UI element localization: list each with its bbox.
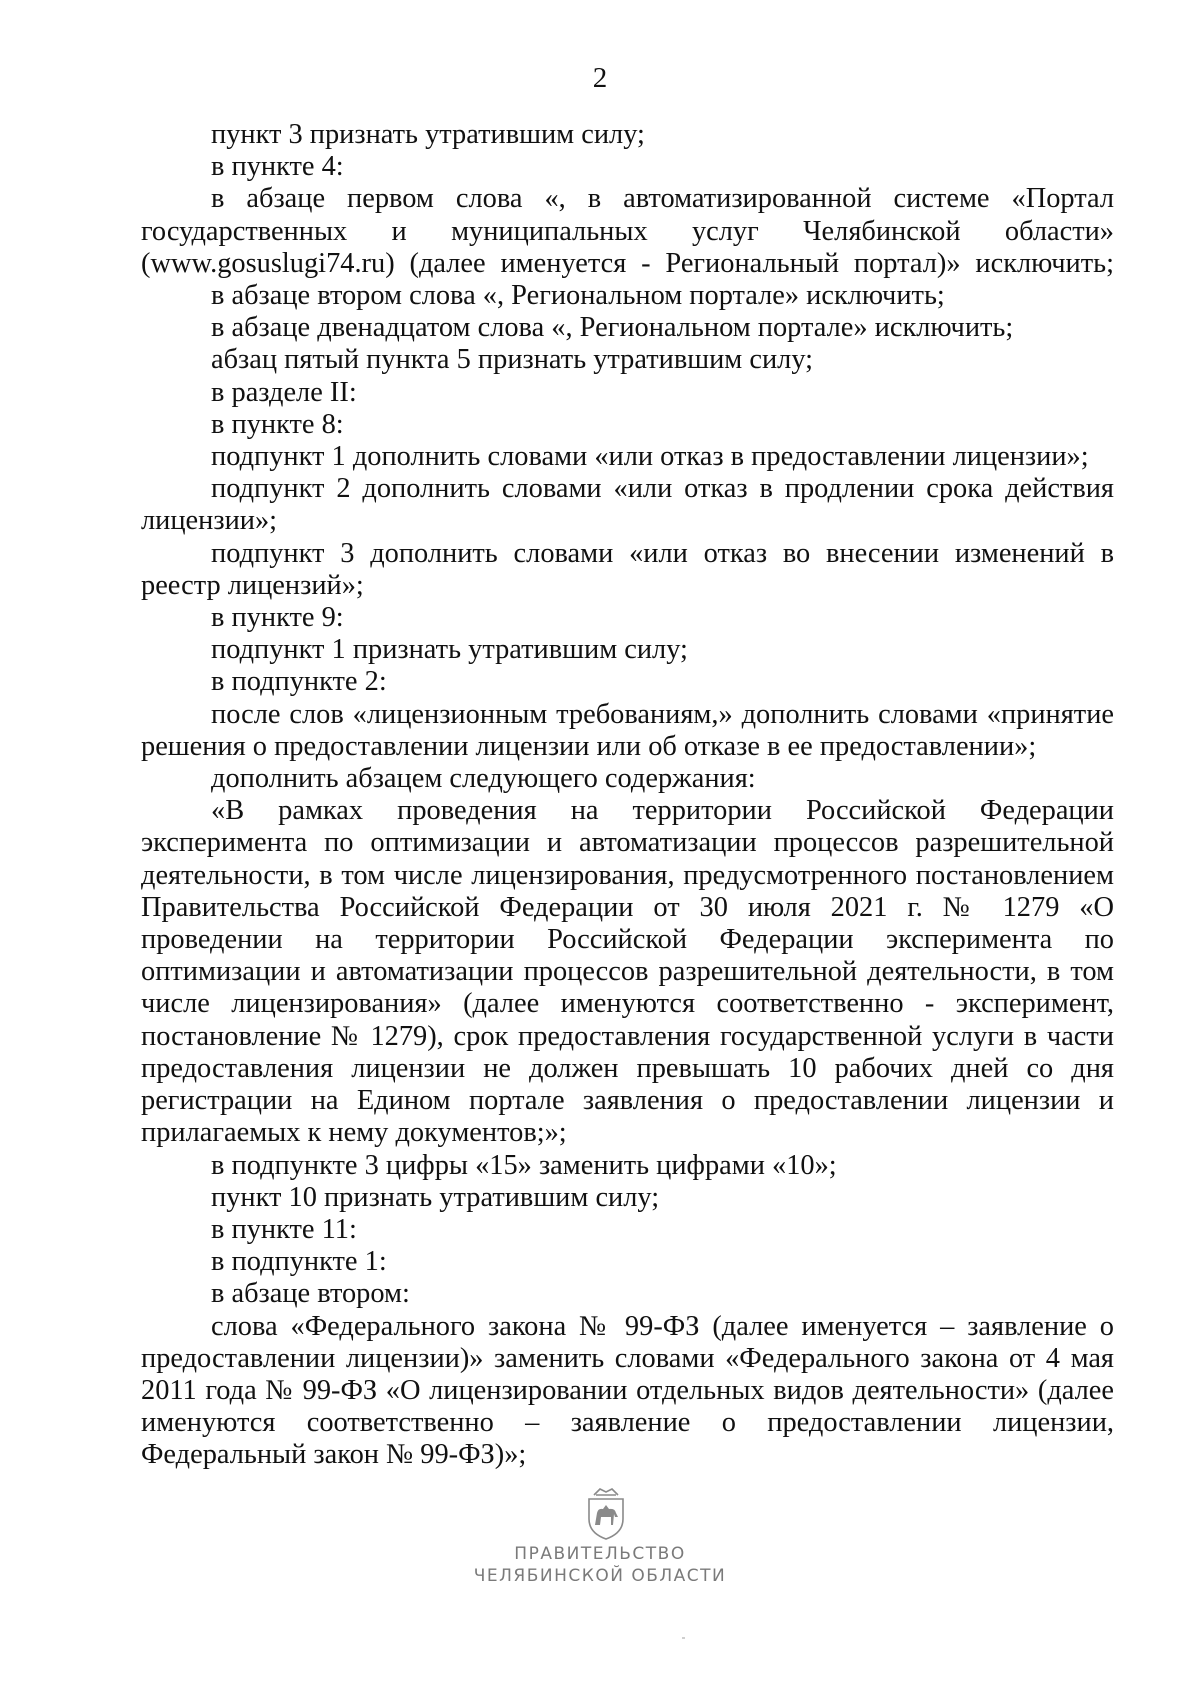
paragraph: в абзаце первом слова «, в автоматизированной системе «Портал государственных и муниципальных услуг Челябинской области» (www.gosuslugi74.ru) (далее именуется - Региональный портал)» исключить; <box>141 183 1114 279</box>
paragraph: в абзаце двенадцатом слова «, Региональном портале» исключить; <box>211 312 1014 344</box>
paragraph: дополнить абзацем следующего содержания: <box>211 763 756 795</box>
paragraph: подпункт 3 дополнить словами «или отказ во внесении изменений в реестр лицензий»; <box>141 537 1114 601</box>
document-body <box>141 119 1114 1472</box>
paragraph: в пункте 9: <box>211 602 344 634</box>
paragraph: в пункте 4: <box>211 151 344 183</box>
paragraph: пункт 3 признать утратившим силу; <box>211 119 645 150</box>
paragraph: пункт 10 признать утратившим силу; <box>211 1181 660 1213</box>
paragraph: в подпункте 2: <box>211 666 387 698</box>
paragraph: «В рамках проведения на территории Российской Федерации эксперимента по оптимизации и автоматизации процессов разрешительной деятельности, в том числе лицензирования, предусмотренного постановлением Правительства Российской Федерации от 30 июля 2021 г. № 1279 «О проведении на территории Российской Федерации эксперимента по оптимизации и автоматизации процессов разрешительной деятельности, в том числе лицензирования» (далее именуются соответственно - эксперимент, постановление № 1279), срок предоставления государственной услуги в части предоставления лицензии не должен превышать 10 рабочих дней со дня регистрации на Едином портале заявления о предоставлении лицензии и прилагаемых к нему документов;»; <box>141 795 1114 1149</box>
paragraph: подпункт 1 дополнить словами «или отказ в предоставлении лицензии»; <box>211 441 1089 473</box>
paragraph: в абзаце втором: <box>211 1278 410 1310</box>
paragraph: в пункте 8: <box>211 408 344 440</box>
paragraph: в абзаце втором слова «, Региональном портале» исключить; <box>211 280 945 312</box>
paragraph: подпункт 1 признать утратившим силу; <box>211 634 688 666</box>
paragraph: в подпункте 1: <box>211 1246 387 1278</box>
paragraph: абзац пятый пункта 5 признать утратившим силу; <box>211 344 814 376</box>
issuer-footer <box>0 1543 1200 1587</box>
paragraph: подпункт 2 дополнить словами «или отказ в продлении срока действия лицензии»; <box>141 473 1114 537</box>
chelyabinsk-coat-of-arms-icon <box>584 1483 628 1541</box>
paragraph: после слов «лицензионным требованиям,» дополнить словами «принятие решения о предоставлении лицензии или об отказе в ее предоставлении»; <box>141 698 1114 762</box>
footer-line-1: ПРАВИТЕЛЬСТВО <box>514 1544 686 1564</box>
scan-speck <box>682 1637 685 1639</box>
paragraph: в подпункте 3 цифры «15» заменить цифрами «10»; <box>211 1149 837 1181</box>
paragraph: слова «Федерального закона № 99-ФЗ (далее именуется – заявление о предоставлении лицензии)» заменить словами «Федерального закона от 4 мая 2011 года № 99-ФЗ «О лицензировании отдельных видов деятельности» (далее именуются соответственно – заявление о предоставлении лицензии, Федеральный закон № 99-ФЗ)»; <box>141 1310 1114 1471</box>
page-number: 2 <box>592 62 608 94</box>
paragraph: в разделе II: <box>211 376 357 408</box>
footer-line-2: ЧЕЛЯБИНСКОЙ ОБЛАСТИ <box>473 1566 727 1586</box>
paragraph: в пункте 11: <box>211 1213 357 1245</box>
